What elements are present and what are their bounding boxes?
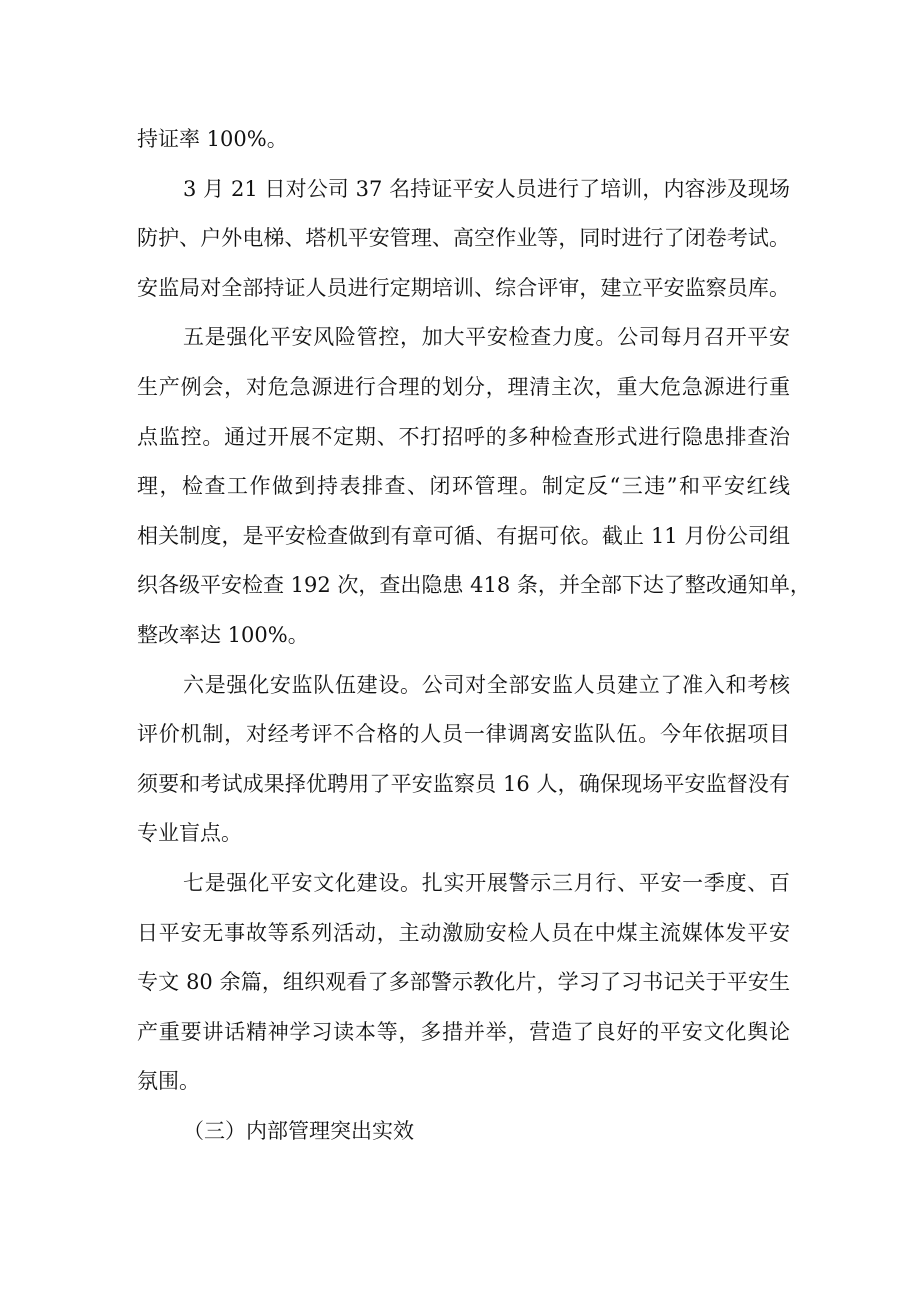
text-line: 产重要讲话精神学习读本等，多措并举，营造了良好的平安文化舆论	[137, 1019, 790, 1044]
text-line: 须要和考试成果择优聘用了平安监察员 16 人，确保现场平安监督没有	[137, 771, 790, 796]
text-line: 织各级平安检查 192 次，查出隐患 418 条，并全部下达了整改通知单，	[137, 573, 811, 598]
text-line: 评价机制，对经考评不合格的人员一律调离安监队伍。今年依据项目	[137, 722, 790, 747]
paragraph-training	[137, 165, 790, 314]
text-line: 生产例会，对危急源进行合理的划分，理清主次，重大危急源进行重	[137, 374, 790, 399]
paragraph-team-building	[137, 661, 790, 859]
section-heading: （三）内部管理突出实效	[183, 1118, 414, 1143]
text-line: 氛围。	[137, 1069, 200, 1094]
text-line: 五是强化平安风险管控，加大平安检查力度。公司每月召开平安	[183, 325, 790, 350]
text-line: 相关制度，是平安检查做到有章可循、有据可依。截止 11 月份公司组	[137, 523, 790, 548]
text-line: 整改率达 100%。	[137, 622, 309, 647]
paragraph-safety-culture	[137, 859, 790, 1107]
text-line: 持证率 100%。	[137, 127, 288, 151]
text-line: 专业盲点。	[137, 821, 242, 846]
text-line: 3 月 21 日对公司 37 名持证平安人员进行了培训，内容涉及现场	[183, 176, 790, 201]
text-line: 日平安无事故等系列活动，主动激励安检人员在中煤主流媒体发平安	[137, 920, 790, 945]
text-line: 点监控。通过开展不定期、不打招呼的多种检查形式进行隐患排查治	[137, 424, 790, 449]
text-line: 六是强化安监队伍建设。公司对全部安监人员建立了准入和考核	[183, 672, 790, 697]
text-line: 专文 80 余篇，组织观看了多部警示教化片，学习了习书记关于平安生	[137, 970, 790, 995]
text-line: 理，检查工作做到持表排查、闭环管理。制定反“三违”和平安红线	[137, 474, 790, 499]
document-body	[137, 115, 811, 1156]
paragraph-continuation	[137, 115, 790, 165]
text-line: 七是强化平安文化建设。扎实开展警示三月行、平安一季度、百	[183, 870, 790, 895]
text-line: 防护、户外电梯、塔机平安管理、高空作业等，同时进行了闭卷考试。	[137, 226, 790, 251]
text-line: 安监局对全部持证人员进行定期培训、综合评审，建立平安监察员库。	[137, 275, 790, 300]
paragraph-risk-control	[137, 313, 811, 660]
